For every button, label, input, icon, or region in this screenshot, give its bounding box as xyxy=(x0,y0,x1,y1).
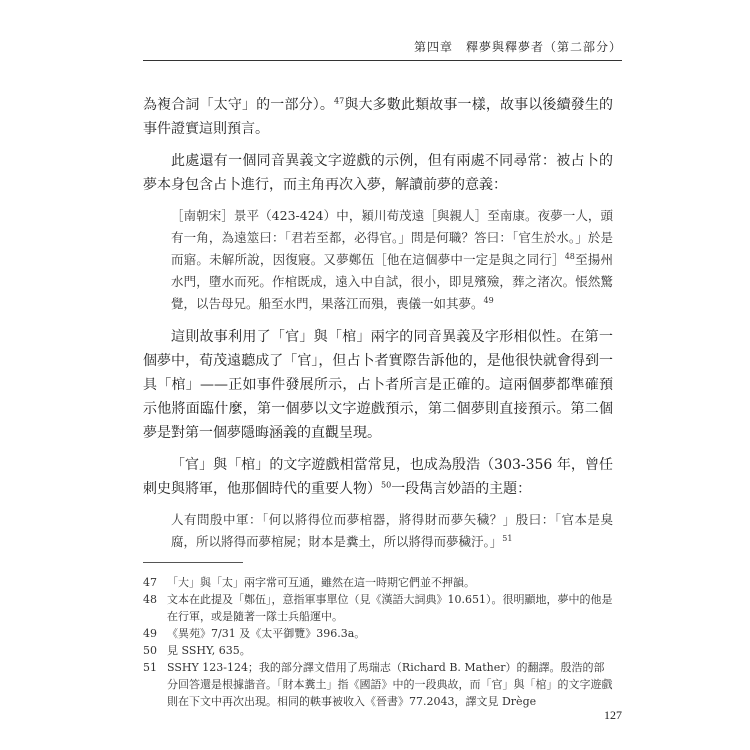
footnote-47 xyxy=(143,574,613,591)
paragraph-2: 此處還有一個同音異義文字遊戲的示例，但有兩處不同尋常：被占卜的夢本身包含占卜進行，而主角再次入夢，解讀前夢的意義： xyxy=(143,153,613,193)
running-header: 第四章 釋夢與釋夢者（第二部分） xyxy=(413,40,622,54)
quote-text: 人有問殷中軍：「何以將得位而夢棺器，將得財而夢矢穢？」殷曰：「官本是臭腐，所以將得而夢棺屍；財本是糞土，所以將得而夢穢汙。」 xyxy=(171,512,613,549)
footnote-ref-47[interactable]: 47 xyxy=(334,96,345,106)
footnote-ref-49[interactable]: 49 xyxy=(483,295,494,305)
footnote-51 xyxy=(143,659,613,710)
footnotes xyxy=(143,574,613,710)
header-rule xyxy=(143,60,622,61)
block-quote-1 xyxy=(171,205,613,315)
paragraph-text: 一段雋言妙語的主題： xyxy=(391,481,532,497)
footnote-text: 見 SSHY, 635。 xyxy=(167,644,251,657)
footnote-ref-48[interactable]: 48 xyxy=(564,251,575,261)
footnote-number: 51 xyxy=(143,661,157,674)
footnote-ref-51[interactable]: 51 xyxy=(502,533,513,543)
footnote-48 xyxy=(143,591,613,625)
footnote-number: 48 xyxy=(143,593,157,606)
footnote-text: 文本在此提及「鄭伍」，意指軍事單位（見《漢語大詞典》10.651）。很明顯地，夢中的他是在行軍，或是隨著一隊士兵船運中。 xyxy=(167,593,613,623)
quote-text: ［南朝宋］景平（423-424）中，潁川荀茂遠［與親人］至南康。夜夢一人，頭有一角，為遠筮曰：「君若至都，必得官。」問是何職？答曰：「官生於水。」於是而寤。未解所說，因復寢。又夢鄭伍［他在這個夢中一定是與之同行］ xyxy=(171,208,613,267)
footnote-number: 50 xyxy=(143,644,157,657)
footnote-text: 「大」與「太」兩字常可互通，雖然在這一時期它們並不押韻。 xyxy=(167,576,475,589)
footnote-rule xyxy=(143,562,243,563)
footnote-50 xyxy=(143,642,613,659)
paragraph-1 xyxy=(143,93,613,141)
page-number: 127 xyxy=(604,708,622,722)
paragraph-3: 這則故事利用了「官」與「棺」兩字的同音異義及字形相似性。在第一個夢中，荀茂遠聽成了「官」，但占卜者實際告訴他的，是他很快就會得到一具「棺」——正如事件發展所示，占卜者所言是正確的。這兩個夢都準確預示他將面臨什麼，第一個夢以文字遊戲預示，第二個夢則直接預示。第二個夢是對第一個夢隱晦涵義的直觀呈現。 xyxy=(143,329,613,441)
paragraph-text: 為複合詞「太守」的一部分）。 xyxy=(143,97,335,113)
paragraph-text: 「官」與「棺」的文字遊戲相當常見，也成為殷浩（303-356 年，曾任刺史與將軍，他那個時代的重要人物） xyxy=(143,457,613,497)
footnote-text: SSHY 123-124；我的部分譯文借用了馬瑞志（Richard B. Mather）的翻譯。殷浩的部分回答還是根據諧音。「財本糞土」指《國語》中的一段典故，而「官」與「棺」的文字遊戲則在下文中再次出現。相同的軼事被收入《晉書》77.2043，譯文見 Drège xyxy=(167,661,613,708)
footnote-49 xyxy=(143,625,613,642)
block-quote-2 xyxy=(171,509,613,553)
footnote-ref-50[interactable]: 50 xyxy=(381,480,392,490)
paragraph-text: 與大多數此類故事一樣，故事以後續發生的事件證實這則預言。 xyxy=(143,97,614,137)
footnote-number: 49 xyxy=(143,627,157,640)
footnote-text: 《異苑》7/31 及《太平御覽》396.3a。 xyxy=(167,627,366,640)
footnote-number: 47 xyxy=(143,576,157,589)
main-text xyxy=(143,93,613,563)
paragraph-4 xyxy=(143,453,613,501)
quote-text: 至揚州水門，墮水而死。作棺既成，遠入中自試，很小，即見殯殮，葬之渚次。悵然驚覺，以告母兄。船至水門，果落江而殞，喪儀一如其夢。 xyxy=(171,252,613,311)
